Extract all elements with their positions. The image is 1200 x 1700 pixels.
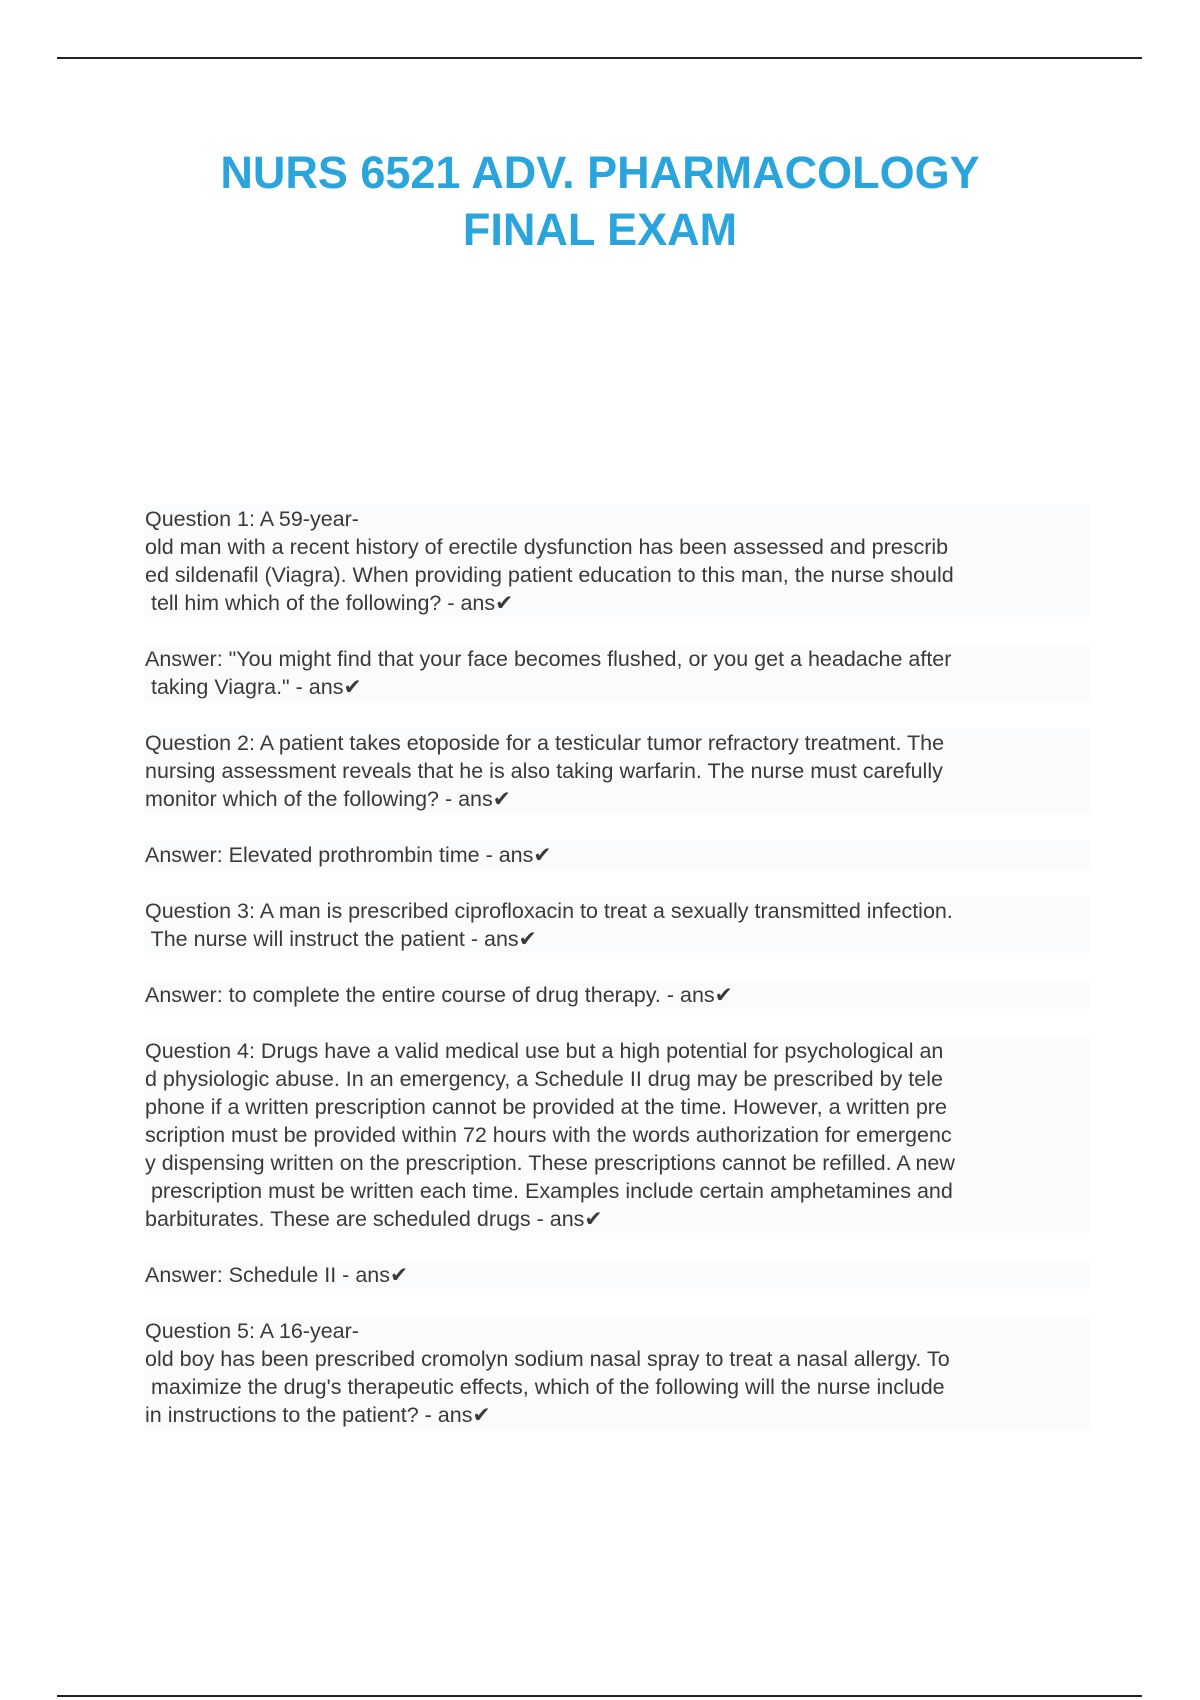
question-5 <box>145 1317 1090 1429</box>
text-line: monitor which of the following? - ans✔ <box>145 787 511 811</box>
text-line: Answer: Elevated prothrombin time - ans✔ <box>145 843 552 867</box>
document-body <box>145 505 1090 1457</box>
text-line: scription must be provided within 72 hours with the words authorization for emergenc <box>145 1123 952 1147</box>
text-line: Question 5: A 16-year- <box>145 1319 359 1343</box>
document-title <box>100 144 1100 258</box>
question-3 <box>145 897 1090 953</box>
text-line: prescription must be written each time. Examples include certain amphetamines and <box>145 1179 953 1203</box>
title-line: NURS 6521 ADV. PHARMACOLOGY <box>220 147 980 198</box>
text-line: maximize the drug's therapeutic effects, which of the following will the nurse include <box>145 1375 945 1399</box>
text-line: d physiologic abuse. In an emergency, a Schedule II drug may be prescribed by tele <box>145 1067 943 1091</box>
text-line: ed sildenafil (Viagra). When providing patient education to this man, the nurse should <box>145 563 954 587</box>
text-line: Question 1: A 59-year- <box>145 507 359 531</box>
text-line: old boy has been prescribed cromolyn sodium nasal spray to treat a nasal allergy. To <box>145 1347 950 1371</box>
text-line: Answer: Schedule II - ans✔ <box>145 1263 408 1287</box>
text-line: phone if a written prescription cannot be provided at the time. However, a written pre <box>145 1095 947 1119</box>
text-line: y dispensing written on the prescription. These prescriptions cannot be refilled. A new <box>145 1151 955 1175</box>
text-line: old man with a recent history of erectile dysfunction has been assessed and prescrib <box>145 535 949 559</box>
text-line: The nurse will instruct the patient - ans✔ <box>145 927 537 951</box>
question-2 <box>145 729 1090 813</box>
text-line: nursing assessment reveals that he is also taking warfarin. The nurse must carefully <box>145 759 943 783</box>
text-line: tell him which of the following? - ans✔ <box>145 591 514 615</box>
text-line: Question 3: A man is prescribed ciprofloxacin to treat a sexually transmitted infection. <box>145 899 953 923</box>
answer-3 <box>145 981 1090 1009</box>
text-line: Question 2: A patient takes etoposide for a testicular tumor refractory treatment. The <box>145 731 945 755</box>
answer-1 <box>145 645 1090 701</box>
question-4 <box>145 1037 1090 1233</box>
top-rule <box>57 57 1142 59</box>
text-line: Answer: to complete the entire course of drug therapy. - ans✔ <box>145 983 733 1007</box>
text-line: Question 4: Drugs have a valid medical use but a high potential for psychological an <box>145 1039 944 1063</box>
text-line: taking Viagra." - ans✔ <box>145 675 362 699</box>
bottom-rule <box>57 1695 1142 1697</box>
answer-2 <box>145 841 1090 869</box>
title-line: FINAL EXAM <box>462 204 738 255</box>
text-line: barbiturates. These are scheduled drugs - ans✔ <box>145 1207 603 1231</box>
answer-4 <box>145 1261 1090 1289</box>
text-line: in instructions to the patient? - ans✔ <box>145 1403 491 1427</box>
question-1 <box>145 505 1090 617</box>
text-line: Answer: "You might find that your face becomes flushed, or you get a headache after <box>145 647 952 671</box>
